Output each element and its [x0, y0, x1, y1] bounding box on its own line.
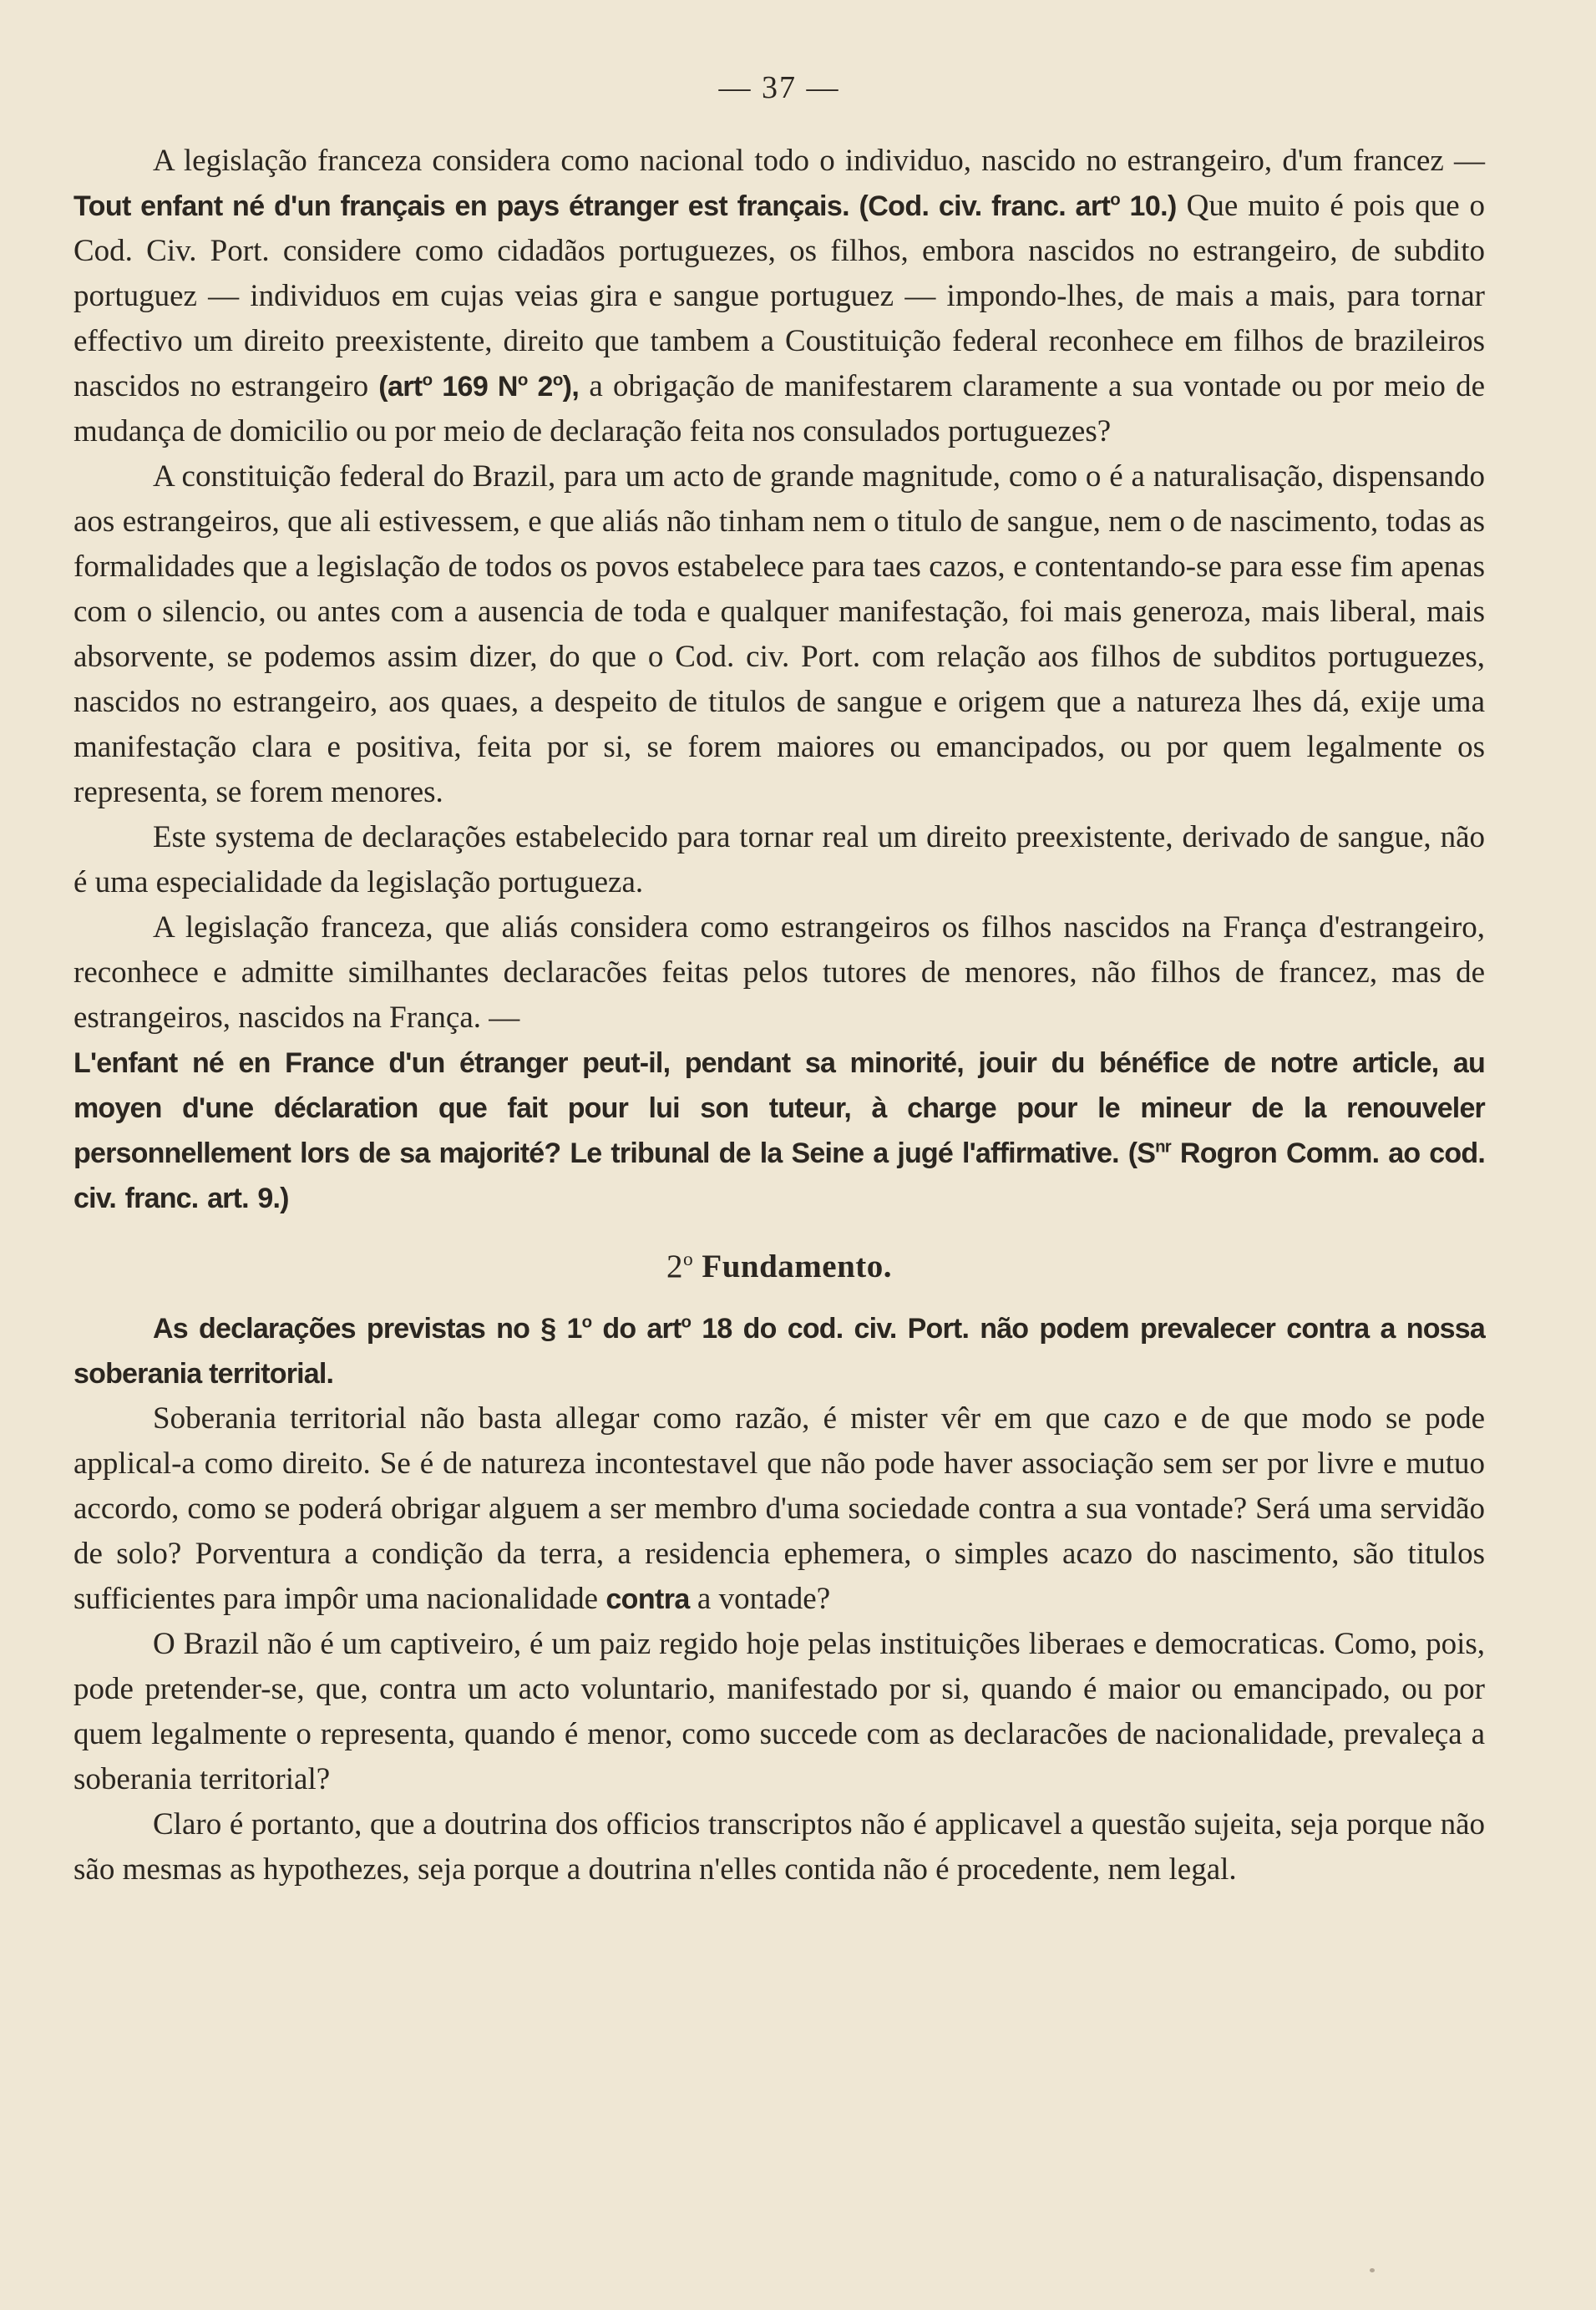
paragraph-7: Claro é portanto, que a doutrina dos officios transcriptos não é applicavel a questão sujeita, seja porque não são mesmas as hypothezes, seja porque a doutrina n'elles contida não é procedente, nem legal. [73, 1807, 1485, 1887]
paragraph-5-end: a vontade? [689, 1582, 831, 1616]
paragraph-5 [73, 1396, 1485, 1622]
thesis-text-b: do art [591, 1313, 681, 1345]
citation-number: 169 N [432, 371, 518, 403]
document-page [73, 58, 1485, 1892]
paragraph-1-text-b: Que muito é pois que o Cod. Civ. Port. considere como cidadãos portuguezes, os filhos, embora nascidos no estrangeiro, de subdito portuguez — individuos em cujas veias gira e sangue portuguez — impondo-lhes, de mais a mais, para tornar effectivo um direito preexistente, direito que tambem a Coustituição federal reconhece em filhos de brazileiros nascidos no estrangeiro [73, 189, 1486, 403]
superscript: o [581, 1313, 592, 1332]
french-civil-code-quote [73, 190, 1177, 222]
superscript: o [517, 371, 528, 390]
heading-ordinal: 2 [666, 1249, 683, 1284]
citation-art: (art [378, 371, 423, 403]
emphasis-contra: contra [605, 1583, 690, 1615]
paragraph-6: O Brazil não é um captiveiro, é um paiz regido hoje pelas instituições liberaes e democraticas. Como, pois, pode pretender-se, que, contra um acto voluntario, manifestado por si, quando é maior ou emancipado, ou por quem legalmente o representa, quando é menor, como succede com as declaracões de nacionalidade, prevaleça a soberania territorial? [73, 1627, 1485, 1796]
superscript: o [552, 371, 563, 390]
french-quote-end: 10.) [1120, 190, 1177, 222]
superscript: o [682, 1249, 694, 1270]
paragraph-4: A legislação franceza, que aliás considera como estrangeiros os filhos nascidos na França d'estrangeiro, reconhece e admitte similhantes declaracões feitas pelos tutores de menores, não filhos de francez, mas de estrangeiros, nascidos na França. — [73, 910, 1485, 1035]
section-thesis [73, 1306, 1485, 1396]
paper-speck [1370, 2268, 1375, 2272]
french-doctrine-text: L'enfant né en France d'un étranger peut-il, pendant sa minorité, jouir du bénéfice de notre article, au moyen d'une déclaration que fait pour lui son tuteur, à charge pour le mineur de la renouveler personnellement lors de sa majorité? Le tribunal de la Seine a jugé l'affirmative. (S [73, 1047, 1485, 1169]
superscript: o [422, 371, 433, 390]
superscript: nr [1155, 1137, 1171, 1157]
french-quote-text: Tout enfant né d'un français en pays étranger est français. (Cod. civ. franc. art [73, 190, 1111, 222]
section-heading [73, 1244, 1485, 1289]
citation-close: ), [562, 371, 580, 403]
thesis-text-a: As declarações previstas no § 1 [153, 1313, 582, 1345]
federal-constitution-citation [378, 371, 579, 403]
paragraph-1 [73, 139, 1485, 454]
paragraph-5-text: Soberania territorial não basta allegar como razão, é mister vêr em que cazo e de que modo se pode applical-a como direito. Se é de natureza incontestavel que não pode haver associação sem ser por livre e mutuo accordo, como se poderá obrigar alguem a ser membro d'uma sociedade contra a sua vontade? Será uma servidão de solo? Porventura a condição da terra, a residencia ephemera, o simples acazo do nascimento, são titulos sufficientes para impôr uma nacionalidade [73, 1401, 1485, 1616]
superscript: o [1110, 190, 1121, 210]
paragraph-1-text-a: A legislação franceza considera como nacional todo o individuo, nascido no estrangeiro, d'um francez — [153, 144, 1485, 178]
french-doctrine-quote [73, 1041, 1485, 1221]
paragraph-2: A constituição federal do Brazil, para um acto de grande magnitude, como o é a naturalisação, dispensando aos estrangeiros, que ali estivessem, e que aliás não tinham nem o titulo de sangue, nem o de nascimento, todas as formalidades que a legislação de todos os povos estabelece para taes cazos, e contentando-se para esse fim apenas com o silencio, ou antes com a ausencia de toda e qualquer manifestação, foi mais generoza, mais liberal, mais absorvente, se podemos assim dizer, do que o Cod. civ. Port. com relação aos filhos de subditos portuguezes, nascidos no estrangeiro, aos quaes, a despeito de titulos de sangue e origem que a natureza lhes dá, exije uma manifestação clara e positiva, feita por si, se forem maiores ou emancipados, ou por quem legalmente os representa, se forem menores. [73, 459, 1485, 809]
heading-title: Fundamento. [693, 1249, 893, 1284]
page-number: — 37 — [718, 70, 840, 105]
paragraph-3: Este systema de declarações estabelecido para tornar real um direito preexistente, derivado de sangue, não é uma especialidade da legislação portugueza. [73, 820, 1485, 899]
citation-item: 2 [527, 371, 553, 403]
french-doctrine-end: Rogron Comm. ao cod. civ. franc. art. 9.) [73, 1137, 1485, 1214]
superscript: o [681, 1313, 692, 1332]
thesis-text-c: 18 do cod. civ. Port. não podem prevalecer contra a nossa soberania territorial. [73, 1313, 1485, 1390]
paragraph-1-text-c: a obrigação de manifestarem claramente a sua vontade ou por meio de mudança de domicilio ou por meio de declaração feita nos consulados portuguezes? [73, 369, 1486, 448]
